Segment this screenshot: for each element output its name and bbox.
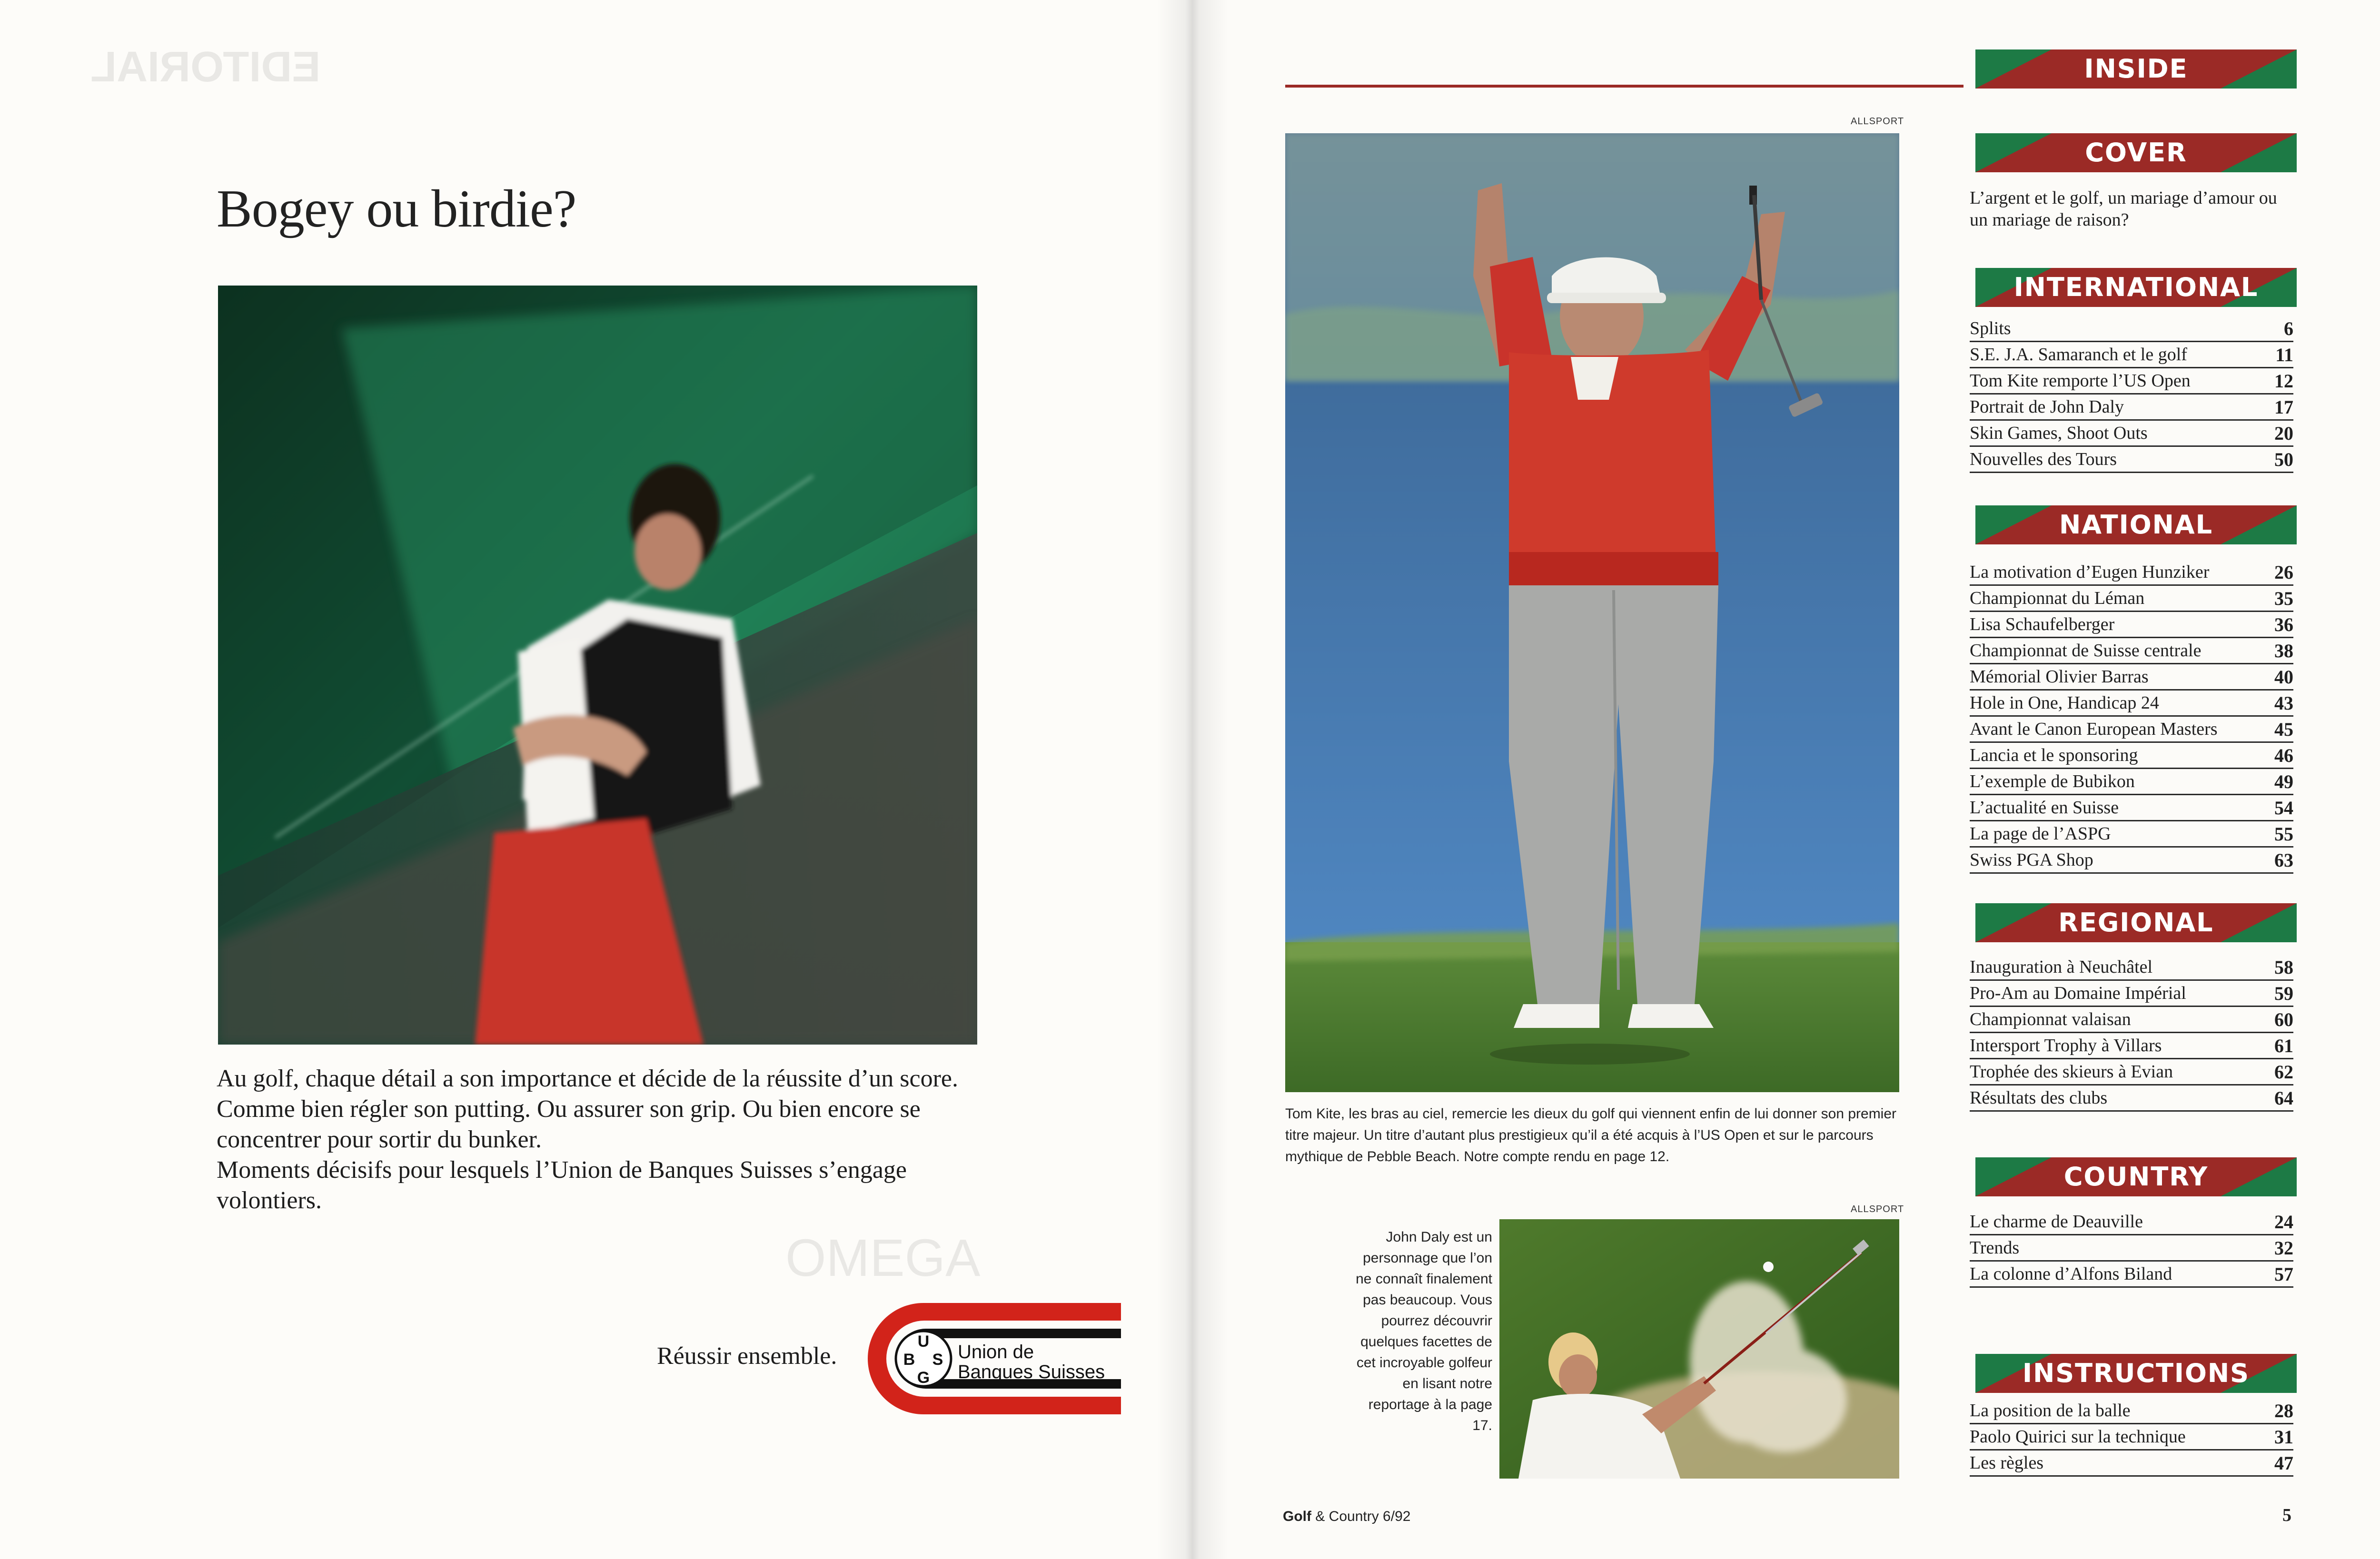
toc-list-country — [1970, 1209, 2293, 1288]
banner-national-label: NATIONAL — [2059, 510, 2213, 540]
toc-entry-title: La motivation d’Eugen Hunziker — [1970, 562, 2210, 582]
toc-entry-title: Championnat du Léman — [1970, 588, 2145, 608]
toc-entry-page: 45 — [2274, 719, 2293, 740]
toc-entry-page: 17 — [2274, 396, 2293, 418]
toc-entry-page: 31 — [2274, 1426, 2293, 1448]
toc-entry-title: Intersport Trophy à Villars — [1970, 1036, 2162, 1056]
toc-entry-page: 24 — [2274, 1211, 2293, 1233]
toc-entry — [1970, 1059, 2293, 1085]
toc-entry-page: 47 — [2274, 1452, 2293, 1474]
toc-entry-title: Le charme de Deauville — [1970, 1212, 2143, 1232]
show-through-text: EDITORIAL — [90, 43, 321, 91]
toc-entry — [1970, 316, 2293, 342]
toc-entry — [1970, 1262, 2293, 1288]
toc-entry-title: Trophée des skieurs à Evian — [1970, 1062, 2173, 1082]
toc-entry — [1970, 342, 2293, 368]
ubs-logo-initial-b: B — [903, 1351, 915, 1369]
toc-entry-title: Avant le Canon European Masters — [1970, 719, 2218, 739]
toc-entry-page: 43 — [2274, 692, 2293, 714]
toc-entry — [1970, 1085, 2293, 1112]
toc-entry-page: 6 — [2284, 318, 2293, 339]
ad-body-text — [217, 1064, 988, 1216]
toc-entry — [1970, 612, 2293, 638]
toc-entry-title: La position de la balle — [1970, 1401, 2131, 1421]
toc-entry-page: 32 — [2274, 1237, 2293, 1259]
toc-entry-page: 49 — [2274, 771, 2293, 792]
toc-entry-title: Nouvelles des Tours — [1970, 449, 2117, 469]
magazine-folio-bold: Golf — [1283, 1509, 1311, 1524]
toc-entry — [1970, 1424, 2293, 1450]
magazine-folio-issue: & Country 6/92 — [1311, 1509, 1411, 1524]
toc-entry-title: Les règles — [1970, 1453, 2044, 1473]
banner-instructions — [1975, 1354, 2297, 1393]
toc-entry-page: 55 — [2274, 823, 2293, 845]
toc-entry — [1970, 395, 2293, 421]
banner-international-label: INTERNATIONAL — [2013, 272, 2259, 302]
toc-entry — [1970, 743, 2293, 769]
toc-entry-title: Lancia et le sponsoring — [1970, 745, 2138, 765]
ad-body-paragraph-1: Au golf, chaque détail a son importance et décide de la réussite d’un score. Comme bien régler son putting. Ou assurer son grip. Ou bien encore se concentrer pour sortir du bunker. — [217, 1065, 958, 1153]
small-photo-caption: John Daly est un personnage que l’on ne connaît finalement pas beaucoup. Vous pourrez découvrir quelques facettes de cet incroyable golfeur en lisant notre reportage à la page 17. — [1356, 1229, 1492, 1433]
banner-country — [1975, 1157, 2297, 1196]
toc-entry-title: La page de l’ASPG — [1970, 824, 2111, 844]
toc-entry-title: Hole in One, Handicap 24 — [1970, 693, 2159, 713]
toc-entry-page: 63 — [2274, 849, 2293, 871]
banner-international — [1975, 268, 2297, 307]
toc-entry — [1970, 1033, 2293, 1059]
toc-entry-page: 59 — [2274, 983, 2293, 1004]
toc-entry-page: 50 — [2274, 449, 2293, 470]
toc-list-instructions — [1970, 1398, 2293, 1477]
toc-entry — [1970, 769, 2293, 795]
toc-entry-title: Swiss PGA Shop — [1970, 850, 2093, 870]
toc-entry — [1970, 1235, 2293, 1262]
toc-list-national — [1970, 560, 2293, 874]
toc-entry-title: Paolo Quirici sur la technique — [1970, 1427, 2186, 1447]
toc-entry-page: 60 — [2274, 1009, 2293, 1030]
toc-entry — [1970, 368, 2293, 395]
toc-entry — [1970, 981, 2293, 1007]
toc-entry — [1970, 795, 2293, 821]
toc-list-regional — [1970, 955, 2293, 1112]
toc-entry-page: 28 — [2274, 1400, 2293, 1421]
toc-list-international — [1970, 316, 2293, 473]
banner-cover — [1975, 133, 2297, 172]
ad-slogan: Réussir ensemble. — [657, 1342, 837, 1370]
toc-entry-title: Championnat de Suisse centrale — [1970, 641, 2202, 661]
toc-entry — [1970, 1007, 2293, 1033]
toc-entry-title: La colonne d’Alfons Biland — [1970, 1264, 2172, 1284]
toc-entry-page: 35 — [2274, 588, 2293, 609]
ubs-logo-initial-s: S — [932, 1351, 943, 1369]
toc-entry-page: 11 — [2275, 344, 2293, 365]
tom-kite-photo — [1285, 133, 1899, 1092]
toc-entry — [1970, 560, 2293, 586]
show-through-omega: OMEGA — [785, 1229, 981, 1287]
ad-headline: Bogey ou birdie? — [217, 179, 576, 238]
toc-entry-page: 64 — [2274, 1087, 2293, 1109]
banner-national — [1975, 505, 2297, 544]
toc-entry — [1970, 821, 2293, 848]
toc-entry — [1970, 664, 2293, 691]
toc-entry — [1970, 955, 2293, 981]
toc-entry-title: Skin Games, Shoot Outs — [1970, 423, 2148, 443]
toc-entry — [1970, 717, 2293, 743]
toc-entry-title: S.E. J.A. Samaranch et le golf — [1970, 345, 2187, 365]
toc-entry-page: 40 — [2274, 666, 2293, 688]
banner-cover-label: COVER — [2085, 138, 2187, 168]
banner-regional — [1975, 903, 2297, 942]
toc-entry — [1970, 447, 2293, 473]
photo-credit-main: ALLSPORT — [1851, 116, 1904, 127]
toc-entry-title: Pro-Am au Domaine Impérial — [1970, 983, 2186, 1003]
toc-entry-page: 38 — [2274, 640, 2293, 661]
toc-entry — [1970, 421, 2293, 447]
toc-entry-page: 20 — [2274, 423, 2293, 444]
toc-entry-title: Portrait de John Daly — [1970, 397, 2124, 417]
toc-entry-title: Splits — [1970, 318, 2011, 338]
toc-entry-page: 58 — [2274, 957, 2293, 978]
toc-entry-title: L’actualité en Suisse — [1970, 798, 2119, 818]
john-daly-photo — [1499, 1219, 1899, 1479]
toc-entry-page: 26 — [2274, 562, 2293, 583]
spine-gutter — [1157, 0, 1228, 1559]
banner-inside — [1975, 49, 2297, 89]
toc-entry-page: 54 — [2274, 797, 2293, 819]
toc-entry — [1970, 1209, 2293, 1235]
toc-entry-title: Résultats des clubs — [1970, 1088, 2108, 1108]
toc-entry-page: 62 — [2274, 1061, 2293, 1083]
banner-country-label: COUNTRY — [2063, 1162, 2209, 1192]
magazine-folio — [1283, 1509, 1410, 1525]
top-rule — [1285, 85, 1964, 88]
toc-entry-title: Trends — [1970, 1238, 2020, 1258]
toc-entry-title: Mémorial Olivier Barras — [1970, 667, 2149, 687]
banner-instructions-label: INSTRUCTIONS — [2023, 1358, 2250, 1388]
toc-entry — [1970, 1398, 2293, 1424]
toc-entry — [1970, 848, 2293, 874]
toc-entry-title: L’exemple de Bubikon — [1970, 771, 2135, 791]
toc-entry-title: Inauguration à Neuchâtel — [1970, 957, 2153, 977]
toc-entry-page: 12 — [2274, 370, 2293, 392]
ubs-logo-initial-g: G — [917, 1369, 930, 1387]
cover-story-teaser: L’argent et le golf, un mariage d’amour ou un mariage de raison? — [1970, 188, 2277, 230]
toc-entry-page: 61 — [2274, 1035, 2293, 1056]
main-photo-caption: Tom Kite, les bras au ciel, remercie les dieux du golf qui viennent enfin de lui donner son premier titre majeur. Un titre d’autant plus prestigieux qu’il a été acquis à l’US Open et sur le parcours mythique de Pebble Beach. Notre compte rendu en page 12. — [1285, 1106, 1897, 1164]
toc-entry — [1970, 638, 2293, 664]
toc-entry — [1970, 691, 2293, 717]
ubs-bank-name-line-2: Banques Suisses — [958, 1362, 1105, 1382]
toc-entry-page: 36 — [2274, 614, 2293, 635]
toc-entry — [1970, 586, 2293, 612]
toc-entry-title: Lisa Schaufelberger — [1970, 614, 2115, 634]
ubs-logo-initial-u: U — [917, 1332, 930, 1351]
toc-entry — [1970, 1450, 2293, 1477]
ad-golfer-photo — [218, 286, 977, 1045]
ad-body-paragraph-2: Moments décisifs pour lesquels l’Union de Banques Suisses s’engage volontiers. — [217, 1156, 907, 1214]
toc-entry-title: Championnat valaisan — [1970, 1009, 2131, 1029]
page-number: 5 — [2282, 1505, 2291, 1525]
banner-regional-label: REGIONAL — [2058, 908, 2214, 937]
photo-credit-small: ALLSPORT — [1851, 1204, 1904, 1214]
ubs-bank-name-line-1: Union de — [958, 1342, 1034, 1362]
ubs-bank-name — [958, 1342, 1105, 1382]
toc-entry-title: Tom Kite remporte l’US Open — [1970, 371, 2191, 391]
banner-inside-label: INSIDE — [2084, 54, 2188, 84]
toc-entry-page: 46 — [2274, 745, 2293, 766]
toc-entry-page: 57 — [2274, 1263, 2293, 1285]
